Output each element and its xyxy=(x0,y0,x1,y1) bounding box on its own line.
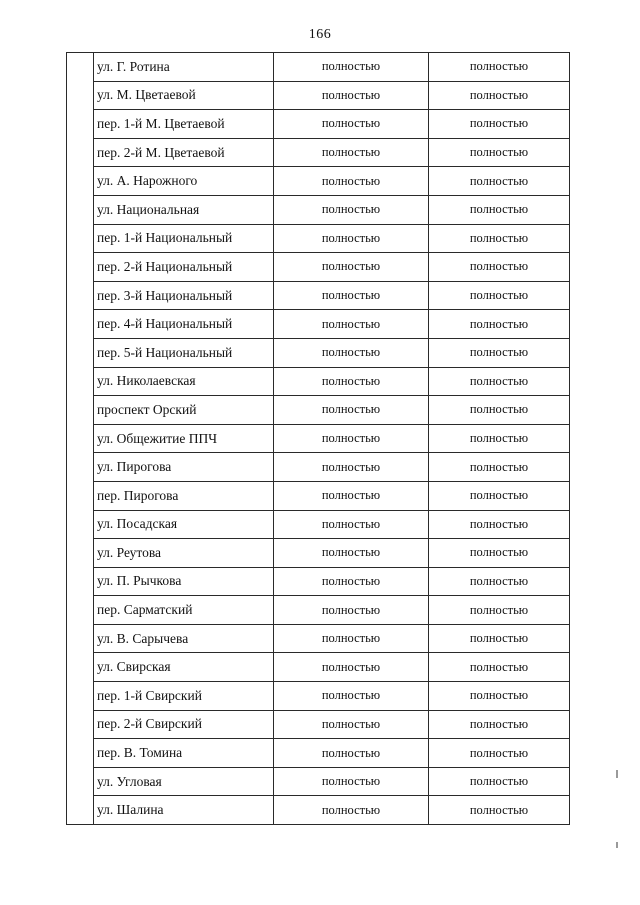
coverage-cell-b: полностью xyxy=(429,596,570,625)
table-row xyxy=(67,281,570,310)
street-name-cell: ул. Шалина xyxy=(94,796,274,825)
row-index-cell xyxy=(67,138,94,167)
coverage-cell-b: полностью xyxy=(429,281,570,310)
row-index-cell xyxy=(67,281,94,310)
coverage-cell-b: полностью xyxy=(429,396,570,425)
street-name-cell: ул. Посадская xyxy=(94,510,274,539)
row-index-cell xyxy=(67,195,94,224)
coverage-cell-b: полностью xyxy=(429,338,570,367)
row-index-cell xyxy=(67,739,94,768)
street-name-cell: пер. Сарматский xyxy=(94,596,274,625)
coverage-cell-a: полностью xyxy=(274,338,429,367)
table-row xyxy=(67,167,570,196)
coverage-cell-b: полностью xyxy=(429,739,570,768)
coverage-cell-b: полностью xyxy=(429,710,570,739)
row-index-cell xyxy=(67,81,94,110)
coverage-cell-b: полностью xyxy=(429,481,570,510)
table-row xyxy=(67,767,570,796)
table-row xyxy=(67,367,570,396)
row-index-cell xyxy=(67,110,94,139)
street-name-cell: проспект Орский xyxy=(94,396,274,425)
row-index-cell xyxy=(67,167,94,196)
table-row xyxy=(67,110,570,139)
coverage-cell-b: полностью xyxy=(429,138,570,167)
street-name-cell: пер. 3-й Национальный xyxy=(94,281,274,310)
street-name-cell: ул. Николаевская xyxy=(94,367,274,396)
coverage-cell-a: полностью xyxy=(274,510,429,539)
coverage-cell-b: полностью xyxy=(429,796,570,825)
coverage-cell-a: полностью xyxy=(274,682,429,711)
coverage-cell-a: полностью xyxy=(274,596,429,625)
coverage-cell-a: полностью xyxy=(274,567,429,596)
table-row xyxy=(67,710,570,739)
street-name-cell: пер. 1-й М. Цветаевой xyxy=(94,110,274,139)
row-index-cell xyxy=(67,224,94,253)
street-name-cell: ул. Пирогова xyxy=(94,453,274,482)
scan-artifact-mark xyxy=(616,770,618,778)
row-index-cell xyxy=(67,424,94,453)
table-row xyxy=(67,338,570,367)
coverage-cell-a: полностью xyxy=(274,539,429,568)
street-name-cell: пер. 5-й Национальный xyxy=(94,338,274,367)
coverage-cell-a: полностью xyxy=(274,710,429,739)
coverage-cell-a: полностью xyxy=(274,396,429,425)
coverage-cell-b: полностью xyxy=(429,310,570,339)
coverage-cell-a: полностью xyxy=(274,138,429,167)
row-index-cell xyxy=(67,396,94,425)
row-index-cell xyxy=(67,367,94,396)
table-row xyxy=(67,424,570,453)
coverage-cell-a: полностью xyxy=(274,424,429,453)
coverage-cell-a: полностью xyxy=(274,53,429,82)
table-row xyxy=(67,81,570,110)
table-row xyxy=(67,453,570,482)
coverage-cell-b: полностью xyxy=(429,767,570,796)
row-index-cell xyxy=(67,653,94,682)
coverage-cell-b: полностью xyxy=(429,567,570,596)
table-row xyxy=(67,195,570,224)
coverage-cell-a: полностью xyxy=(274,367,429,396)
streets-table-body xyxy=(67,53,570,825)
row-index-cell xyxy=(67,710,94,739)
row-index-cell xyxy=(67,453,94,482)
table-row xyxy=(67,253,570,282)
coverage-cell-b: полностью xyxy=(429,510,570,539)
coverage-cell-b: полностью xyxy=(429,224,570,253)
table-row xyxy=(67,310,570,339)
coverage-cell-a: полностью xyxy=(274,653,429,682)
table-row xyxy=(67,539,570,568)
street-name-cell: ул. Национальная xyxy=(94,195,274,224)
table-row xyxy=(67,53,570,82)
table-row xyxy=(67,653,570,682)
row-index-cell xyxy=(67,796,94,825)
coverage-cell-a: полностью xyxy=(274,310,429,339)
table-row xyxy=(67,682,570,711)
table-row xyxy=(67,481,570,510)
scan-artifact-mark xyxy=(616,842,618,848)
coverage-cell-a: полностью xyxy=(274,224,429,253)
coverage-cell-b: полностью xyxy=(429,253,570,282)
street-name-cell: пер. 2-й М. Цветаевой xyxy=(94,138,274,167)
street-name-cell: ул. Общежитие ППЧ xyxy=(94,424,274,453)
street-name-cell: пер. 2-й Свирский xyxy=(94,710,274,739)
coverage-cell-b: полностью xyxy=(429,539,570,568)
streets-table xyxy=(66,52,570,825)
coverage-cell-a: полностью xyxy=(274,624,429,653)
row-index-cell xyxy=(67,338,94,367)
coverage-cell-b: полностью xyxy=(429,682,570,711)
table-row xyxy=(67,796,570,825)
row-index-cell xyxy=(67,53,94,82)
coverage-cell-a: полностью xyxy=(274,195,429,224)
coverage-cell-a: полностью xyxy=(274,81,429,110)
table-row xyxy=(67,567,570,596)
coverage-cell-a: полностью xyxy=(274,739,429,768)
street-name-cell: ул. Угловая xyxy=(94,767,274,796)
coverage-cell-b: полностью xyxy=(429,195,570,224)
table-row xyxy=(67,138,570,167)
row-index-cell xyxy=(67,510,94,539)
row-index-cell xyxy=(67,539,94,568)
coverage-cell-b: полностью xyxy=(429,424,570,453)
table-row xyxy=(67,510,570,539)
coverage-cell-a: полностью xyxy=(274,481,429,510)
coverage-cell-a: полностью xyxy=(274,167,429,196)
row-index-cell xyxy=(67,567,94,596)
coverage-cell-b: полностью xyxy=(429,53,570,82)
row-index-cell xyxy=(67,253,94,282)
coverage-cell-b: полностью xyxy=(429,110,570,139)
row-index-cell xyxy=(67,596,94,625)
coverage-cell-a: полностью xyxy=(274,796,429,825)
coverage-cell-a: полностью xyxy=(274,281,429,310)
coverage-cell-b: полностью xyxy=(429,81,570,110)
street-name-cell: пер. 4-й Национальный xyxy=(94,310,274,339)
street-name-cell: ул. Г. Ротина xyxy=(94,53,274,82)
table-row xyxy=(67,224,570,253)
coverage-cell-a: полностью xyxy=(274,253,429,282)
street-name-cell: пер. 1-й Национальный xyxy=(94,224,274,253)
street-name-cell: ул. Свирская xyxy=(94,653,274,682)
page-number: 166 xyxy=(308,27,332,42)
row-index-cell xyxy=(67,767,94,796)
table-row xyxy=(67,739,570,768)
row-index-cell xyxy=(67,682,94,711)
coverage-cell-a: полностью xyxy=(274,110,429,139)
row-index-cell xyxy=(67,481,94,510)
table-row xyxy=(67,596,570,625)
street-name-cell: ул. В. Сарычева xyxy=(94,624,274,653)
street-name-cell: ул. Реутова xyxy=(94,539,274,568)
coverage-cell-b: полностью xyxy=(429,624,570,653)
coverage-cell-b: полностью xyxy=(429,453,570,482)
street-name-cell: пер. 2-й Национальный xyxy=(94,253,274,282)
table-row xyxy=(67,624,570,653)
street-name-cell: ул. А. Нарожного xyxy=(94,167,274,196)
coverage-cell-b: полностью xyxy=(429,167,570,196)
street-name-cell: пер. Пирогова xyxy=(94,481,274,510)
coverage-cell-b: полностью xyxy=(429,367,570,396)
street-name-cell: ул. М. Цветаевой xyxy=(94,81,274,110)
coverage-cell-a: полностью xyxy=(274,453,429,482)
street-name-cell: ул. П. Рычкова xyxy=(94,567,274,596)
street-name-cell: пер. В. Томина xyxy=(94,739,274,768)
table-row xyxy=(67,396,570,425)
coverage-cell-b: полностью xyxy=(429,653,570,682)
row-index-cell xyxy=(67,624,94,653)
street-name-cell: пер. 1-й Свирский xyxy=(94,682,274,711)
row-index-cell xyxy=(67,310,94,339)
coverage-cell-a: полностью xyxy=(274,767,429,796)
